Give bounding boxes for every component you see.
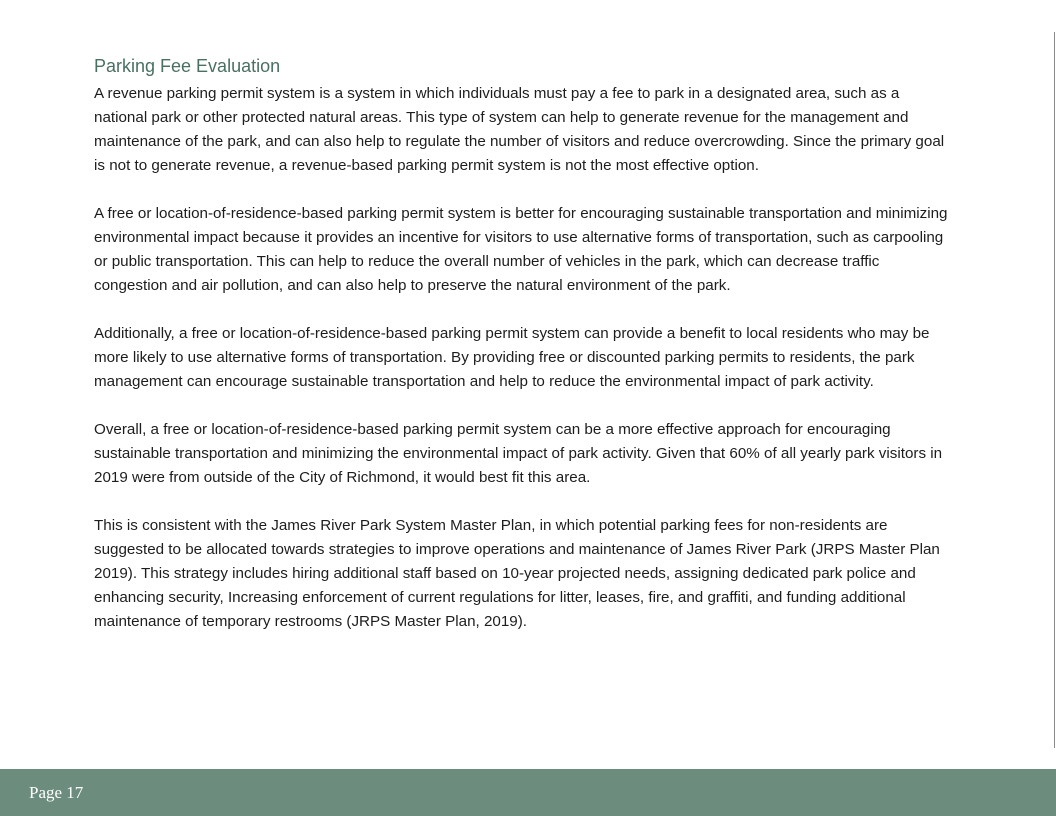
paragraph-revenue-permit: A revenue parking permit system is a system in which individuals must pay a fee to park in a designated area, such as a national park or other protected natural areas. This type of system can help to generate revenue for the management and maintenance of the park, and can also help to regulate the number of visitors and reduce overcrowding. Since the primary goal is not to generate revenue, a revenue-based parking permit system is not the most effective option.: [94, 85, 945, 174]
page-number: Page 17: [29, 783, 84, 802]
paragraph-free-permit: A free or location-of-residence-based parking permit system is better for encouraging sustainable transportation and minimizing environmental impact because it provides an incentive for visitors to use alternative forms of transportation, such as carpooling or public transportation. This can help to reduce the overall number of vehicles in the park, which can decrease traffic congestion and air pollution, and can also help to preserve the natural environment of the park.: [94, 205, 948, 294]
page-edge-rule: [1054, 32, 1055, 748]
paragraph-master-plan: This is consistent with the James River Park System Master Plan, in which potential parking fees for non-residents are suggested to be allocated towards strategies to improve operations and maintenance of James River Park (JRPS Master Plan 2019). This strategy includes hiring additional staff based on 10-year projected needs, assigning dedicated park police and enhancing security, Increasing enforcement of current regulations for litter, leases, fire, and graffiti, and funding additional maintenance of temporary restrooms (JRPS Master Plan, 2019).: [94, 517, 940, 630]
paragraph-overall: Overall, a free or location-of-residence-based parking permit system can be a more effective approach for encouraging sustainable transportation and minimizing the environmental impact of park activity. Given that 60% of all yearly park visitors in 2019 were from outside of the City of Richmond, it would best fit this area.: [94, 421, 943, 486]
page-footer: [0, 769, 1056, 816]
page-content: [94, 54, 954, 658]
paragraph-local-residents: Additionally, a free or location-of-residence-based parking permit system can provide a benefit to local residents who may be more likely to use alternative forms of transportation. By providing free or discounted parking permits to residents, the park management can encourage sustainable transportation and help to reduce the environmental impact of park activity.: [94, 325, 930, 390]
section-heading: Parking Fee Evaluation: [94, 56, 281, 76]
